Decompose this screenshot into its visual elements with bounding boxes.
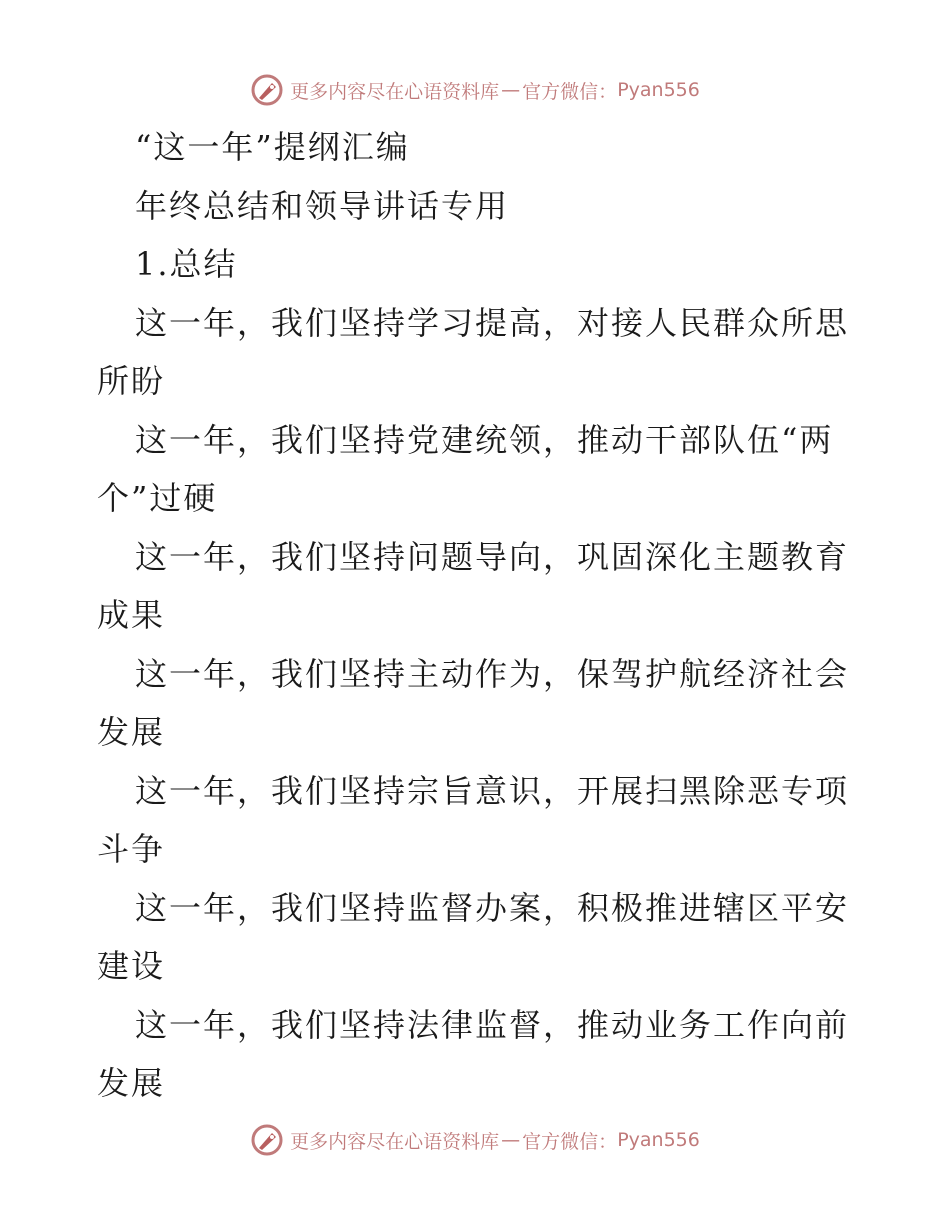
banner-wechat-id: Pyan556 [617,1129,700,1151]
paragraph-item: 这一年，我们坚持宗旨意识，开展扫黑除恶专项斗争 [97,771,850,868]
banner-wechat-id: Pyan556 [617,79,700,101]
banner-dash: — [501,79,521,101]
paragraph-item: 这一年，我们坚持监督办案，积极推进辖区平安建设 [97,888,850,985]
document-title: “这一年”提纲汇编 [135,128,410,166]
paragraph-item: 这一年，我们坚持主动作为，保驾护航经济社会发展 [97,654,850,751]
paragraph-item: 这一年，我们坚持党建统领，推动干部队伍“两个”过硬 [97,420,834,517]
paragraph-item: 这一年，我们坚持问题导向，巩固深化主题教育成果 [97,537,850,634]
paragraph-item: 这一年，我们坚持学习提高，对接人民群众所思所盼 [97,303,850,400]
pen-nib-icon [250,1123,284,1157]
header-watermark-banner [0,70,950,110]
paragraph-item: 这一年，我们坚持法律监督，推动业务工作向前发展 [97,1005,850,1102]
banner-main-text: 更多内容尽在心语资料库 [290,80,500,103]
banner-official-label: 官方微信： [522,80,618,103]
footer-watermark-banner [0,1120,950,1160]
banner-official-label: 官方微信： [522,1130,618,1153]
section-heading: 1.总结 [135,245,238,283]
document-body [97,118,857,1113]
document-subtitle: 年终总结和领导讲话专用 [135,186,510,225]
banner-main-text: 更多内容尽在心语资料库 [290,1130,500,1153]
pen-nib-icon [250,73,284,107]
banner-dash: — [501,1129,521,1151]
